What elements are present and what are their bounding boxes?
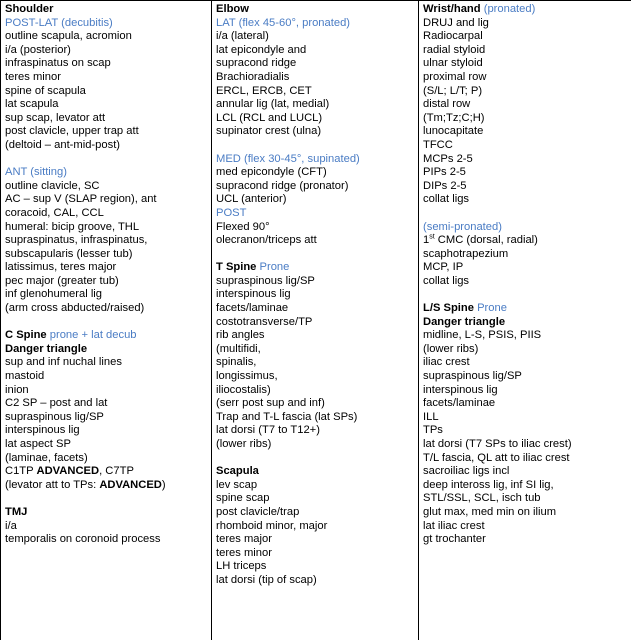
table-line: infraspinatus on scap <box>5 57 111 70</box>
table-line: LCL (RCL and LUCL) <box>216 111 323 124</box>
table-line: i/a (posterior) <box>5 43 71 56</box>
table-line: interspinous lig <box>423 383 498 396</box>
table-line: post clavicle/trap <box>216 505 300 518</box>
table-line: coracoid, CAL, CCL <box>5 206 104 219</box>
table-line: gt trochanter <box>423 533 486 546</box>
line-segment: (pronated) <box>483 3 536 15</box>
table-line: longissimus, <box>216 370 278 383</box>
table-line: MCP, IP <box>423 261 464 274</box>
table-line: lunocapitate <box>423 125 484 138</box>
column-wrist-lsspine <box>419 1 631 640</box>
table-line: spine of scapula <box>5 84 86 97</box>
table-line: supinator crest (ulna) <box>216 125 322 138</box>
table-line: ulnar styloid <box>423 57 483 70</box>
line-segment: ) <box>161 478 166 491</box>
table-line: POST-LAT (decubitis) <box>5 16 113 29</box>
column-elbow-tspine-scapula <box>212 1 419 640</box>
table-line: teres minor <box>5 70 61 83</box>
table-line: lat dorsi (T7 SPs to iliac crest) <box>423 438 572 450</box>
table-line: Trap and T-L fascia (lat SPs) <box>216 410 358 423</box>
table-line: annular lig (lat, medial) <box>216 98 330 111</box>
table-line: supraspinous lig/SP <box>423 370 522 383</box>
table-line: Brachioradialis <box>216 70 290 83</box>
table-line: inion <box>5 383 29 396</box>
table-line: ILL <box>423 410 439 423</box>
table-line: post clavicle, upper trap att <box>5 125 139 138</box>
table-line: i/a <box>5 519 17 532</box>
table-line: (deltoid – ant-mid-post) <box>5 138 121 151</box>
blank-line <box>5 492 211 506</box>
table-line <box>423 3 631 17</box>
table-line: Danger triangle <box>423 315 506 328</box>
table-line: LH triceps <box>216 560 267 573</box>
line-segment: Prone <box>259 261 290 274</box>
table-line: POST <box>216 206 247 219</box>
table-line: lat dorsi (tip of scap) <box>216 573 317 586</box>
table-line <box>5 479 211 493</box>
table-line: deep inteross lig, inf SI lig, <box>423 478 554 491</box>
table-line: TMJ <box>5 505 28 518</box>
table-line: TPs <box>423 424 443 437</box>
table-line: Danger triangle <box>5 342 88 355</box>
table-line: rib angles <box>216 329 265 342</box>
table-line: distal row <box>423 98 471 111</box>
blank-line <box>423 288 631 302</box>
table-line <box>5 465 211 479</box>
table-line: MED (flex 30-45°, supinated) <box>216 152 360 165</box>
line-segment: C1TP <box>5 465 37 478</box>
table-line: STL/SSL, SCL, isch tub <box>423 492 541 505</box>
table-line: lat scapula <box>5 98 59 111</box>
table-line: spinalis, <box>216 356 257 369</box>
line-segment: Prone <box>477 302 507 315</box>
table-line: MCPs 2-5 <box>423 152 473 165</box>
line-segment: 1 <box>423 234 430 247</box>
blank-line <box>216 248 418 262</box>
table-line: i/a (lateral) <box>216 30 269 43</box>
table-line: DRUJ and lig <box>423 16 489 29</box>
table-line: (serr post sup and inf) <box>216 397 325 410</box>
line-segment: st <box>429 233 435 241</box>
table-line: collat ligs <box>423 274 470 287</box>
table-line: supraspinous lig/SP <box>5 410 104 423</box>
line-segment: C Spine <box>5 329 50 342</box>
table-line: ERCL, ERCB, CET <box>216 84 312 97</box>
table-line <box>423 234 631 248</box>
line-segment: Wrist/hand <box>423 3 484 15</box>
table-line: rhomboid minor, major <box>216 519 328 532</box>
line-segment: CMC (dorsal, radial) <box>434 234 538 247</box>
table-line: temporalis on coronoid process <box>5 533 161 546</box>
table-line: (arm cross abducted/raised) <box>5 302 145 315</box>
table-line: sacroiliac ligs incl <box>423 465 510 478</box>
blank-line <box>216 452 418 466</box>
table-line: olecranon/triceps att <box>216 234 317 247</box>
table-line <box>5 329 211 343</box>
blank-line <box>5 316 211 330</box>
table-line: lat epicondyle and <box>216 43 307 56</box>
table-line: TFCC <box>423 138 453 151</box>
table-line: inf glenohumeral lig <box>5 288 103 301</box>
table-line: lat iliac crest <box>423 519 485 532</box>
table-line: facets/laminae <box>423 397 496 410</box>
table-line: (multifidi, <box>216 342 261 355</box>
table-line: Flexed 90° <box>216 220 270 233</box>
table-line: spine scap <box>216 492 270 505</box>
table-line: supraspinatus, infraspinatus, <box>5 234 148 247</box>
table-line: radial styloid <box>423 43 486 56</box>
table-line: Shoulder <box>5 3 54 15</box>
table-line: mastoid <box>5 370 45 383</box>
table-line: supracond ridge (pronator) <box>216 179 349 192</box>
table-line: Elbow <box>216 3 249 15</box>
table-line: humeral: bicip groove, THL <box>5 220 140 233</box>
line-segment: ADVANCED <box>99 478 162 491</box>
table-line: Radiocarpal <box>423 30 483 43</box>
table-line: glut max, med min on ilium <box>423 505 557 518</box>
table-line: lat dorsi (T7 to T12+) <box>216 424 320 437</box>
table-line: interspinous lig <box>5 424 80 437</box>
table-line: ANT (sitting) <box>5 166 67 179</box>
table-line: outline scapula, acromion <box>5 30 132 43</box>
table-line: (laminae, facets) <box>5 451 88 464</box>
line-segment: ADVANCED <box>36 465 100 478</box>
table-line <box>216 261 418 275</box>
table-line <box>423 302 631 316</box>
table-line: PIPs 2-5 <box>423 166 466 179</box>
table-line: AC – sup V (SLAP region), ant <box>5 193 157 206</box>
line-segment: L/S Spine <box>423 302 478 315</box>
table-line: lev scap <box>216 478 258 491</box>
table-line: subscapularis (lesser tub) <box>5 247 133 260</box>
table-line: (lower ribs) <box>216 438 272 450</box>
table-line: sup and inf nuchal lines <box>5 356 122 369</box>
table-line: interspinous lig <box>216 288 291 301</box>
line-segment: T Spine <box>216 261 260 274</box>
table-line: iliocostalis) <box>216 383 271 396</box>
table-line: T/L fascia, QL att to iliac crest <box>423 451 570 464</box>
table-line: Scapula <box>216 465 259 478</box>
table-line: UCL (anterior) <box>216 193 287 206</box>
table-line: (semi-pronated) <box>423 220 502 233</box>
table-line: supracond ridge <box>216 57 297 70</box>
table-line: LAT (flex 45-60°, pronated) <box>216 16 351 29</box>
table-line: iliac crest <box>423 356 470 369</box>
table-line: teres major <box>216 533 272 546</box>
table-line: sup scap, levator att <box>5 111 106 124</box>
table-line: latissimus, teres major <box>5 261 117 274</box>
blank-line <box>216 139 418 153</box>
line-segment: (levator att to TPs: <box>5 478 100 491</box>
table-line: teres minor <box>216 546 272 559</box>
table-line: (S/L; L/T; P) <box>423 84 483 97</box>
table-line: facets/laminae <box>216 302 289 315</box>
table-line: proximal row <box>423 70 487 83</box>
line-segment: prone + lat decub <box>49 329 137 342</box>
table-line: outline clavicle, SC <box>5 179 100 192</box>
column-shoulder-cspine-tmj <box>1 1 212 640</box>
blank-line <box>423 207 631 221</box>
table-line: midline, L-S, PSIS, PIIS <box>423 329 542 342</box>
table-line: med epicondyle (CFT) <box>216 166 327 179</box>
table-line: scaphotrapezium <box>423 247 509 260</box>
table-line: collat ligs <box>423 193 470 206</box>
line-segment: , C7TP <box>99 465 134 478</box>
table-line: C2 SP – post and lat <box>5 397 108 410</box>
table-line: costotransverse/TP <box>216 315 313 328</box>
table-line: pec major (greater tub) <box>5 274 119 287</box>
table-line: supraspinous lig/SP <box>216 274 315 287</box>
table-line: DIPs 2-5 <box>423 179 467 192</box>
table-line: lat aspect SP <box>5 438 71 450</box>
table-line: (Tm;Tz;C;H) <box>423 111 485 124</box>
table-line: (lower ribs) <box>423 342 479 355</box>
blank-line <box>5 153 211 167</box>
